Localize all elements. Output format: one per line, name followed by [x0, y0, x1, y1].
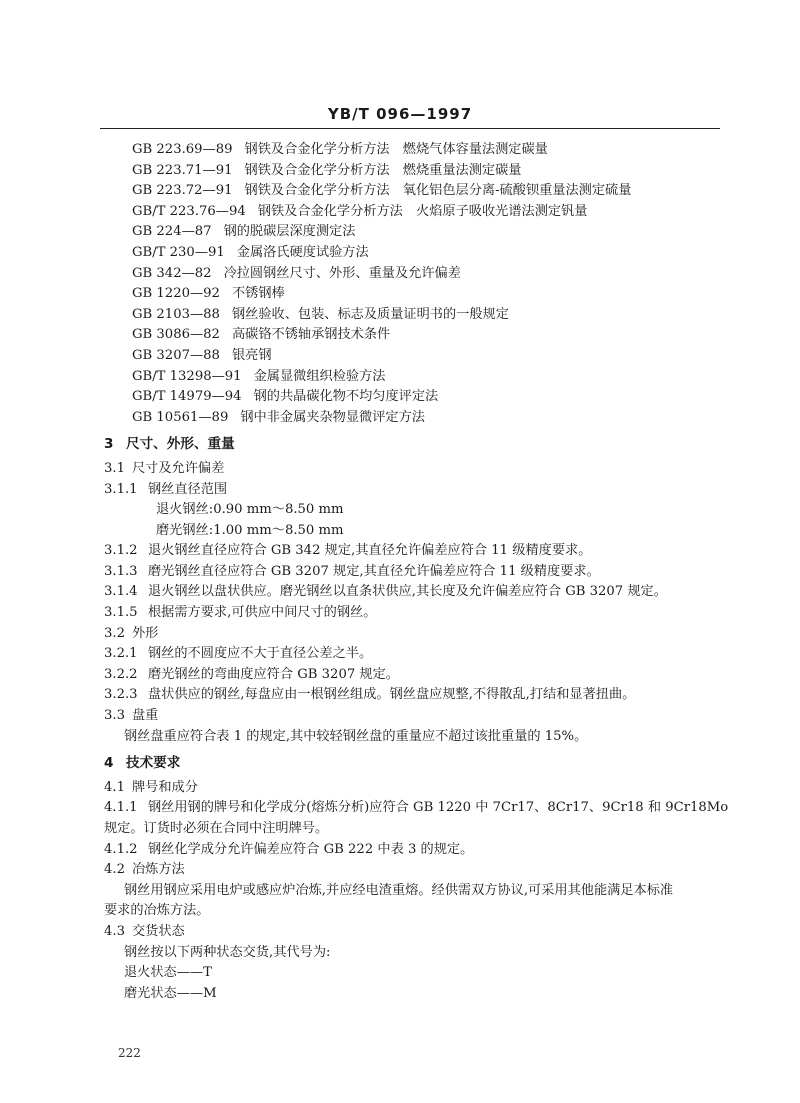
clause-text: 退火钢丝直径应符合 GB 342 规定,其直径允许偏差应符合 11 级精度要求。	[148, 543, 592, 559]
reference-item	[0, 305, 800, 326]
state-polished: 磨光状态——M	[124, 985, 217, 1001]
clause-3-1	[0, 459, 800, 480]
state-annealed: 退火状态——T	[124, 965, 212, 981]
clause-3-1-3	[0, 562, 800, 583]
clause-number: 3.1.4	[104, 584, 138, 600]
clause-number: 3.2.2	[104, 666, 138, 682]
clause-title: 钢丝直径范围	[148, 481, 228, 497]
reference-title: 钢丝验收、包装、标志及质量证明书的一般规定	[231, 306, 509, 322]
clause-text: 磨光钢丝直径应符合 GB 3207 规定,其直径允许偏差应符合 11 级精度要求。	[148, 563, 600, 579]
clause-text: 退火钢丝以盘状供应。磨光钢丝以直条状供应,其长度及允许偏差应符合 GB 3207 规定。	[148, 584, 667, 600]
reference-item	[0, 408, 800, 429]
section-title: 技术要求	[126, 755, 181, 772]
clause-3-1-2	[0, 541, 800, 562]
reference-code: GB/T 230—91	[132, 244, 225, 260]
reference-list	[0, 140, 800, 428]
reference-title: 钢中非金属夹杂物显微评定方法	[240, 409, 425, 425]
reference-title: 钢铁及合金化学分析方法 氧化铝色层分离-硫酸钡重量法测定硫量	[244, 183, 632, 199]
clause-number: 3.1	[104, 460, 125, 476]
clause-4-2-cont: 要求的冶炼方法。	[104, 903, 210, 919]
clause-number: 4.1	[104, 779, 125, 795]
reference-item	[0, 202, 800, 223]
reference-item	[0, 222, 800, 243]
header-rule	[100, 128, 720, 129]
clause-3-1-4	[0, 582, 800, 603]
clause-number: 4.1.1	[104, 800, 138, 816]
clause-title: 盘重	[132, 708, 159, 724]
reference-title: 钢铁及合金化学分析方法 火焰原子吸收光谱法测定钒量	[257, 203, 588, 219]
reference-title: 金属洛氏硬度试验方法	[236, 244, 369, 260]
reference-code: GB 223.71—91	[132, 162, 233, 178]
reference-item	[0, 346, 800, 367]
section-number: 4	[104, 755, 114, 772]
clause-4-1-1-cont: 规定。订货时必须在合同中注明牌号。	[104, 821, 329, 836]
section-4-heading	[0, 753, 800, 774]
clause-text: 盘状供应的钢丝,每盘应由一根钢丝组成。钢丝盘应规整,不得散乱,打结和显著扭曲。	[148, 687, 636, 703]
reference-code: GB 342—82	[132, 265, 212, 281]
clause-title: 尺寸及允许偏差	[132, 460, 225, 476]
document-body	[0, 140, 800, 1004]
reference-code: GB 223.69—89	[132, 142, 233, 157]
clause-4-1-1	[0, 798, 800, 819]
section-number: 3	[104, 436, 114, 453]
clause-text: 钢丝化学成分允许偏差应符合 GB 222 中表 3 的规定。	[148, 841, 474, 857]
reference-code: GB 2103—88	[132, 306, 220, 322]
section-3-heading	[0, 434, 800, 455]
clause-number: 3.2	[104, 625, 125, 641]
reference-code: GB 10561—89	[132, 409, 229, 425]
clause-number: 3.1.3	[104, 563, 138, 579]
clause-title: 冶炼方法	[132, 862, 185, 878]
clause-4-2-text: 钢丝用钢应采用电炉或感应炉冶炼,并应经电渣重熔。经供需双方协议,可采用其他能满足本标准	[124, 882, 674, 898]
clause-text: 根据需方要求,可供应中间尺寸的钢丝。	[148, 605, 377, 621]
range-polished: 磨光钢丝:1.00 mm～8.50 mm	[156, 522, 344, 538]
reference-title: 钢的脱碳层深度测定法	[223, 224, 356, 240]
reference-title: 金属显微组织检验方法	[253, 368, 386, 384]
clause-text: 钢丝的不圆度应不大于直径公差之半。	[148, 646, 373, 662]
reference-title: 不锈钢棒	[231, 286, 285, 302]
reference-code: GB/T 13298—91	[132, 368, 242, 384]
section-title: 尺寸、外形、重量	[126, 436, 235, 453]
clause-title: 外形	[132, 625, 159, 641]
clause-number: 4.2	[104, 862, 125, 878]
clause-text: 磨光钢丝的弯曲度应符合 GB 3207 规定。	[148, 666, 399, 682]
reference-code: GB 223.72—91	[132, 183, 233, 199]
reference-code: GB 3086—82	[132, 327, 220, 343]
clause-3-1-1	[0, 480, 800, 501]
reference-code: GB 1220—92	[132, 286, 220, 302]
clause-4-2	[0, 860, 800, 881]
clause-4-3-text: 钢丝按以下两种状态交货,其代号为:	[124, 944, 331, 960]
clause-3-3-text: 钢丝盘重应符合表 1 的规定,其中较轻钢丝盘的重量应不超过该批重量的 15%。	[124, 728, 588, 744]
clause-4-3	[0, 922, 800, 943]
reference-item	[0, 181, 800, 202]
reference-item	[0, 367, 800, 388]
reference-item	[0, 264, 800, 285]
reference-code: GB 3207—88	[132, 347, 220, 363]
reference-code: GB 224—87	[132, 224, 212, 240]
reference-item	[0, 243, 800, 264]
reference-item	[0, 387, 800, 408]
standard-header: YB/T 096—1997	[327, 105, 473, 123]
reference-item	[0, 140, 800, 161]
range-annealed: 退火钢丝:0.90 mm～8.50 mm	[156, 502, 344, 518]
reference-title: 高碳铬不锈轴承钢技术条件	[231, 327, 391, 343]
reference-title: 钢铁及合金化学分析方法 燃烧重量法测定碳量	[244, 162, 522, 178]
reference-item	[0, 161, 800, 182]
clause-3-1-5	[0, 603, 800, 624]
clause-number: 3.1.1	[104, 481, 138, 497]
clause-4-1-2	[0, 840, 800, 861]
page-number: 222	[118, 1046, 141, 1060]
reference-title: 钢的共晶碳化物不均匀度评定法	[253, 389, 439, 405]
clause-number: 3.3	[104, 708, 125, 724]
clause-3-2-1	[0, 644, 800, 665]
clause-title: 牌号和成分	[132, 779, 198, 795]
clause-title: 交货状态	[132, 923, 185, 939]
reference-title: 冷拉圆钢丝尺寸、外形、重量及允许偏差	[223, 265, 461, 281]
clause-number: 3.1.5	[104, 605, 138, 621]
clause-text: 钢丝用钢的牌号和化学成分(熔炼分析)应符合 GB 1220 中 7Cr17、8Cr17、9Cr18 和 9Cr18Mo	[148, 800, 729, 816]
clause-3-2-2	[0, 665, 800, 686]
clause-number: 4.3	[104, 923, 125, 939]
clause-3-3	[0, 706, 800, 727]
reference-item	[0, 325, 800, 346]
clause-number: 3.2.1	[104, 646, 138, 662]
clause-3-2-3	[0, 685, 800, 706]
clause-number: 3.1.2	[104, 543, 138, 559]
reference-code: GB/T 14979—94	[132, 389, 242, 405]
clause-number: 4.1.2	[104, 841, 138, 857]
reference-code: GB/T 223.76—94	[132, 203, 246, 219]
reference-title: 银亮钢	[231, 347, 272, 363]
reference-title: 钢铁及合金化学分析方法 燃烧气体容量法测定碳量	[244, 142, 548, 157]
clause-4-1	[0, 778, 800, 799]
clause-3-2	[0, 624, 800, 645]
reference-item	[0, 284, 800, 305]
clause-number: 3.2.3	[104, 687, 138, 703]
